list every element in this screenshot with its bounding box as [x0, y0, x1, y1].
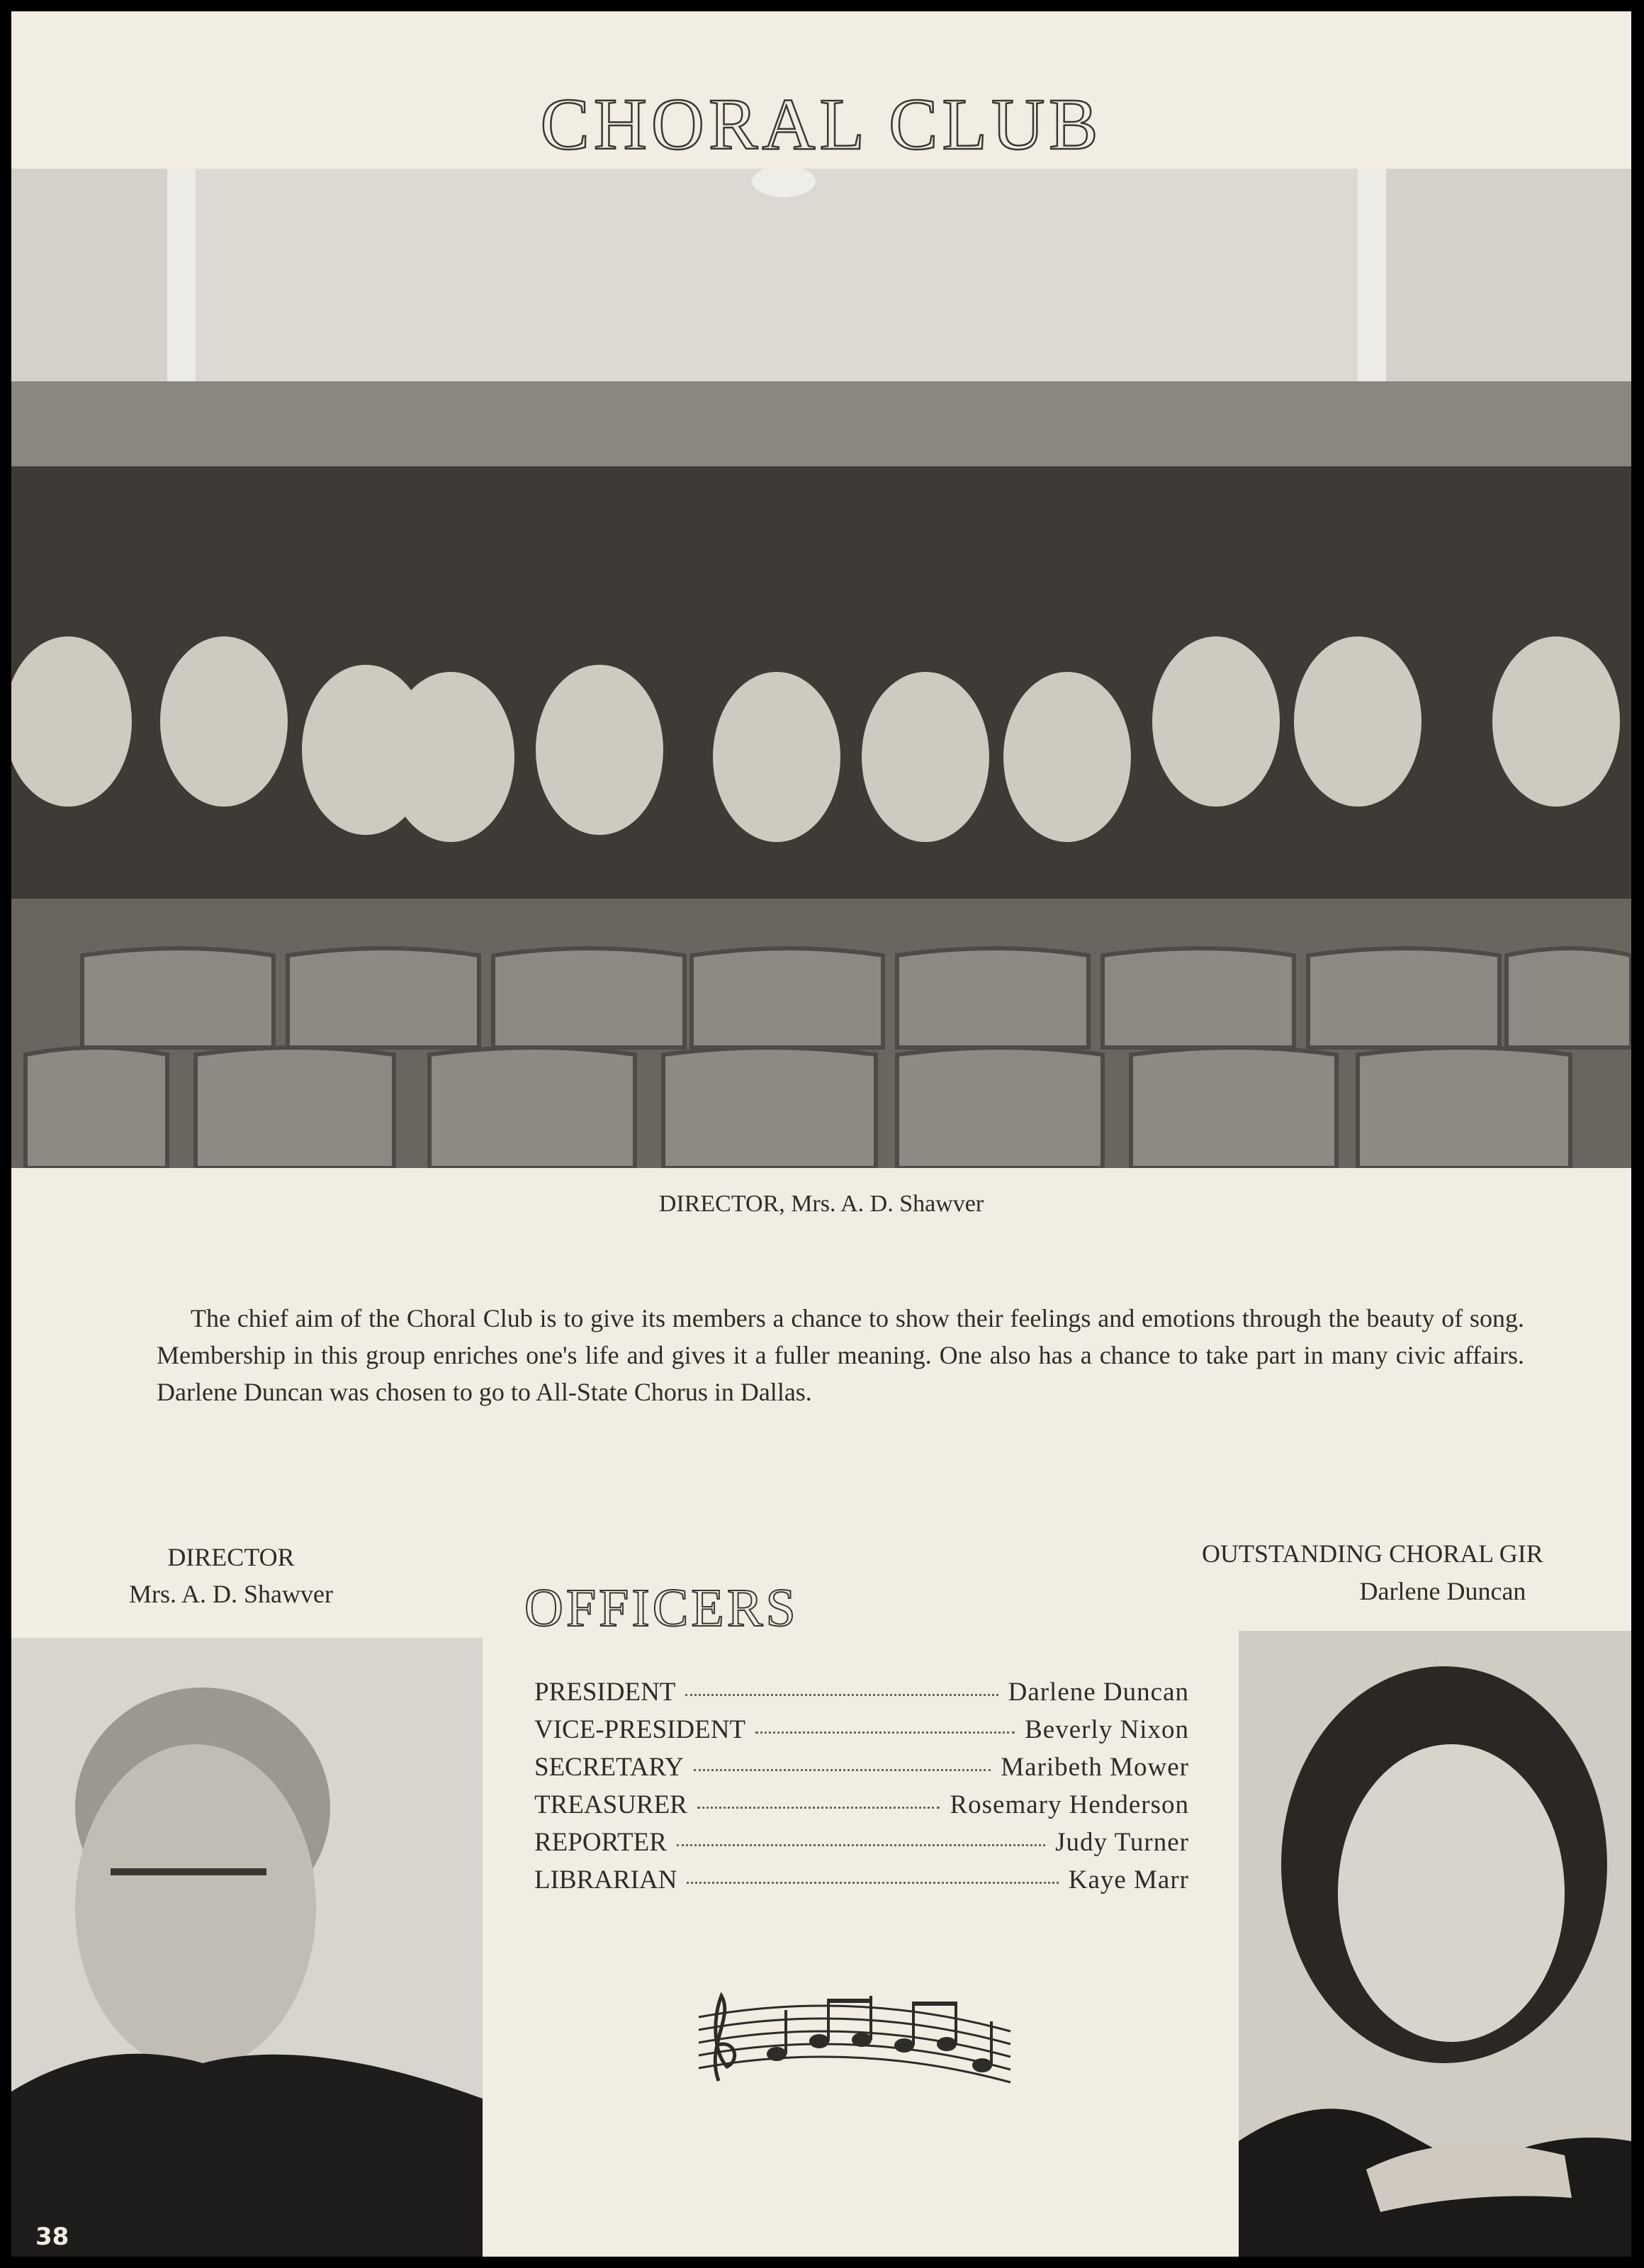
- officer-name: Rosemary Henderson: [950, 1790, 1189, 1819]
- officer-row: [534, 1677, 1189, 1714]
- officers-heading: OFFICERS: [524, 1578, 799, 1638]
- officer-role: TREASURER: [534, 1790, 687, 1819]
- officer-name: Darlene Duncan: [1008, 1678, 1189, 1707]
- page-title: CHORAL CLUB: [540, 84, 1103, 165]
- leader-dots: [687, 1882, 1058, 1884]
- outstanding-name: Darlene Duncan: [1359, 1577, 1526, 1605]
- director-label: DIRECTOR: [167, 1543, 295, 1571]
- officer-role: SECRETARY: [534, 1753, 684, 1782]
- page-number: 38: [35, 2223, 69, 2251]
- officer-name: Kaye Marr: [1068, 1865, 1189, 1894]
- officer-role: VICE-PRESIDENT: [534, 1715, 746, 1744]
- officer-row: [534, 1714, 1189, 1752]
- officer-role: PRESIDENT: [534, 1678, 676, 1707]
- officers-list: [534, 1677, 1189, 1902]
- officer-name: Beverly Nixon: [1025, 1715, 1189, 1744]
- leader-dots: [755, 1731, 1015, 1734]
- officer-row: [534, 1752, 1189, 1790]
- yearbook-page: [11, 11, 1631, 2257]
- officer-role: LIBRARIAN: [534, 1865, 677, 1894]
- club-description: The chief aim of the Choral Club is to give its members a chance to show their feelings and emotions through the beauty of song. Membership in this group enriches one's life and gives it a fuller meaning. One also has a chance to take part in many civic affairs. Darlene Duncan was chosen to go to All-State Chorus in Dallas.: [157, 1304, 1524, 1406]
- music-notes-icon: [685, 1975, 1039, 2102]
- officer-role: REPORTER: [534, 1828, 667, 1857]
- leader-dots: [697, 1807, 940, 1809]
- leader-dots: [685, 1694, 998, 1696]
- officer-name: Maribeth Mower: [1001, 1753, 1189, 1782]
- leader-dots: [694, 1769, 991, 1771]
- officer-name: Judy Turner: [1055, 1828, 1189, 1857]
- group-photo: [11, 169, 1631, 1168]
- leader-dots: [677, 1844, 1045, 1846]
- director-photo: [11, 1638, 483, 2257]
- outstanding-photo: [1239, 1631, 1631, 2257]
- director-name: Mrs. A. D. Shawver: [129, 1580, 333, 1608]
- group-photo-caption: DIRECTOR, Mrs. A. D. Shawver: [658, 1191, 984, 1217]
- officer-row: [534, 1790, 1189, 1827]
- officer-row: [534, 1827, 1189, 1865]
- officer-row: [534, 1865, 1189, 1902]
- outstanding-label: OUTSTANDING CHORAL GIR: [1202, 1539, 1543, 1568]
